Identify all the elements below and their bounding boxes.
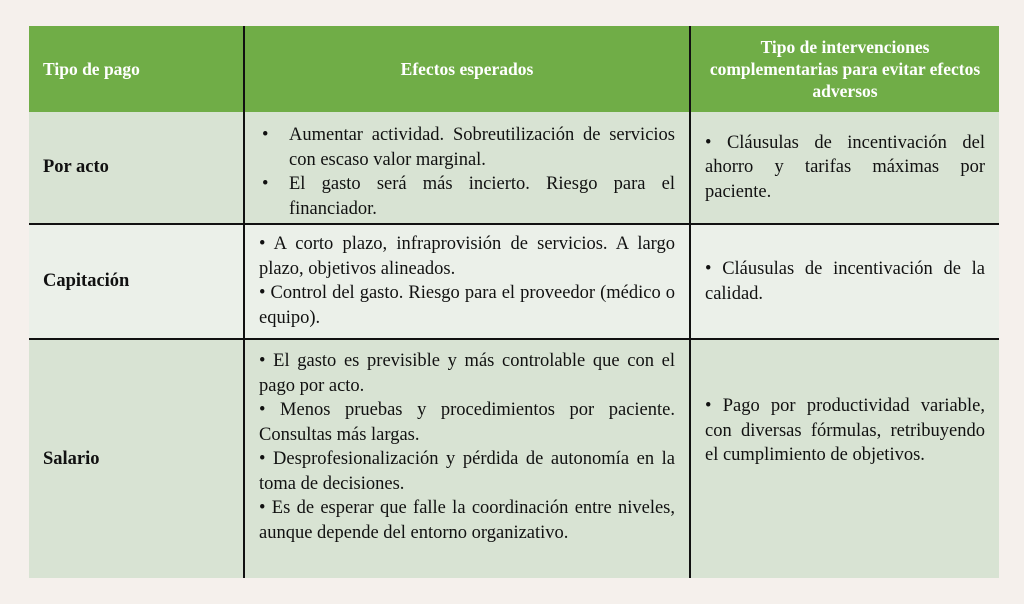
row-label-por-acto: Por acto xyxy=(29,112,245,225)
effects-salario xyxy=(245,340,691,578)
payment-types-table xyxy=(29,26,999,578)
bullet-icon: • xyxy=(262,125,269,145)
intervention-por-acto xyxy=(691,112,999,225)
effect-text: • A corto plazo, infraprovisión de servicios. A largo plazo, objetivos alineados. xyxy=(259,234,675,279)
row-label-salario: Salario xyxy=(29,340,245,578)
header-efectos-esperados: Efectos esperados xyxy=(245,26,691,112)
intervention-text: • Pago por productividad variable, con diversas fórmulas, retribuyendo el cumplimiento de objetivos. xyxy=(705,396,985,465)
intervention-text: • Cláusulas de incentivación de la calidad. xyxy=(705,259,985,304)
bullet-icon: • xyxy=(262,174,269,194)
row-label-capitacion: Capitación xyxy=(29,225,245,340)
effects-capitacion xyxy=(245,225,691,340)
intervention-salario xyxy=(691,340,999,578)
effect-text: • Control del gasto. Riesgo para el proveedor (médico o equipo). xyxy=(259,283,675,328)
intervention-text: • Cláusulas de incentivación del ahorro y tarifas máximas por paciente. xyxy=(705,132,985,202)
header-tipo-intervenciones: Tipo de intervenciones complementarias para evitar efectos adversos xyxy=(691,26,999,112)
effects-por-acto xyxy=(245,112,691,225)
effect-text: • Desprofesionalización y pérdida de autonomía en la toma de decisiones. xyxy=(259,449,675,494)
list-item xyxy=(259,123,675,172)
effect-text: • Menos pruebas y procedimientos por paciente. Consultas más largas. xyxy=(259,400,675,445)
effect-text: • El gasto es previsible y más controlable que con el pago por acto. xyxy=(259,351,675,396)
effect-text: El gasto será más incierto. Riesgo para el financiador. xyxy=(289,174,675,219)
list-item xyxy=(259,172,675,221)
header-tipo-de-pago: Tipo de pago xyxy=(29,26,245,112)
effect-text: • Es de esperar que falle la coordinación entre niveles, aunque depende del entorno organizativo. xyxy=(259,498,675,543)
intervention-capitacion xyxy=(691,225,999,340)
effect-text: Aumentar actividad. Sobreutilización de servicios con escaso valor marginal. xyxy=(289,125,675,170)
